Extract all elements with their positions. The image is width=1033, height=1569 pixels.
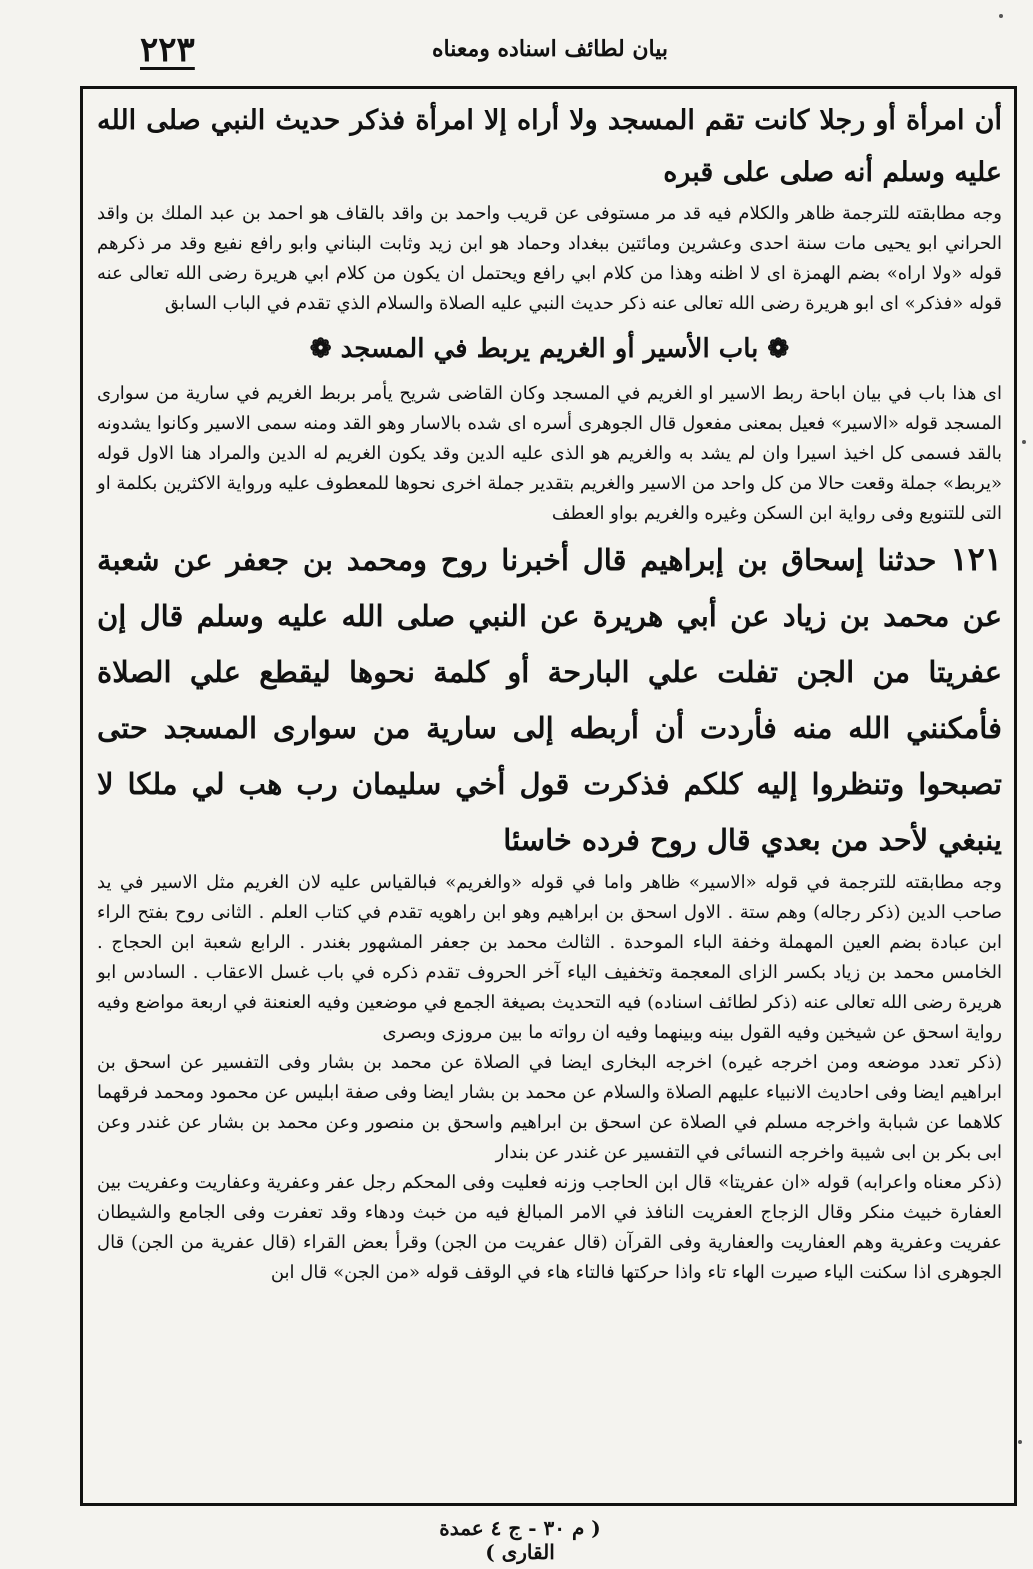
commentary-paragraph-4: (ذكر تعدد موضعه ومن اخرجه غيره) اخرجه البخارى ايضا في الصلاة عن محمد بن بشار وفى التفسير عن اسحق بن ابراهيم ايضا وفى احاديث الانبياء عليهم الصلاة والسلام عن محمد بن بشار ايضا وفى صفة ابليس عن محمود ومحمد فرقهما كلاهما عن شبابة واخرجه مسلم في الصلاة عن اسحق بن ابراهيم واسحق بن منصور وعن محمد بن بشار عن غندر وعن ابى بكر بن ابى شيبة واخرجه النسائى في التفسير عن غندر عن بندار <box>97 1052 1002 1163</box>
ornament-open: ❁ <box>758 334 790 364</box>
scan-dot <box>1022 440 1026 444</box>
page-number: ٢٢٣ <box>140 30 195 70</box>
hadith-block <box>97 531 1002 868</box>
commentary-paragraph-3: وجه مطابقته للترجمة في قوله «الاسير» ظاهر واما في قوله «والغريم» فبالقياس عليه لان الغريم مثل الاسير في يد صاحب الدين (ذكر رجاله) وهم ستة . الاول اسحق بن ابراهيم وهو ابن راهويه تقدم في كتاب العلم . الثانى روح بفتح الراء ابن عبادة بضم العين المهملة وخفة الباء الموحدة . الثالث محمد بن جعفر المشهور بغندر . الرابع شعبة ابن الحجاج . الخامس محمد بن زياد بكسر الزاى المعجمة وتخفيف الياء آخر الحروف تقدم ذكره في باب غسل الاعقاب . السادس ابو هريرة رضى الله تعالى عنه (ذكر لطائف اسناده) فيه التحديث بصيغة الجمع في موضعين وفيه العنعنة في اربعة مواضع وفيه رواية اسحق عن شيخين وفيه القول بينه وبينهما وفيه ان رواته ما بين مروزى وبصرى <box>97 872 1002 1043</box>
scan-dot <box>999 14 1003 18</box>
chapter-title: باب الأسير أو الغريم يربط في المسجد <box>340 334 759 364</box>
page-content <box>97 95 1002 1288</box>
text-frame <box>80 86 1017 1506</box>
commentary-paragraph-2: اى هذا باب في بيان اباحة ربط الاسير او الغريم في المسجد وكان القاضى شريح يأمر بربط الغريم في سارية من سوارى المسجد قوله «الاسير» فعيل بمعنى مفعول قال الجوهرى أسره اى شده بالاسار وهو القد ومنه سمى الاسير وكانوا يشدونه بالقد فسمى كل اخيذ اسيرا وان لم يشد به والغريم هو الذى عليه الدين وقد يكون الغريم له الدين والمراد هنا الاول قوله «يربط» جملة وقعت حالا من كل واحد من الاسير والغريم بتقدير جملة اخرى نحوها للمعطوف عليه ورواية الاكثرين بكلمة او التى للتنويع وفى رواية ابن السكن وغيره والغريم بواو العطف <box>97 383 1002 524</box>
scan-dot <box>1018 1440 1022 1444</box>
commentary-paragraph-1: وجه مطابقته للترجمة ظاهر والكلام فيه قد مر مستوفى عن قريب واحمد بن واقد بالقاف هو احمد بن عبد الملك بن واقد الحراني ابو يحيى مات سنة احدى وعشرين ومائتين ببغداد وحماد هو ابن زيد وثابت البناني وابو رافع نفيع وقد مر ذكرهم قوله «ولا اراه» بضم الهمزة اى لا اظنه وهذا من كلام ابي رافع ويحتمل ان يكون من كلام ابي هريرة رضى الله تعالى عنه قوله «فذكر» اى ابو هريرة رضى الله تعالى عنه ذكر حديث النبي عليه الصلاة والسلام الذي تقدم في الباب السابق <box>97 203 1002 314</box>
commentary-paragraph-5: (ذكر معناه واعرابه) قوله «ان عفريتا» قال ابن الحاجب وزنه فعليت وفى المحكم رجل عفر وعفرية وعفاريت وعفريت بين العفارة خبيث منكر وقال الزجاج العفريت النافذ في الامر المبالغ فيه من خبث ودهاء وقد تعفرت وفى الجامع والشيطان عفريت وعفرية وهم العفاريت والعفارية وفى القرآن (قال عفريت من الجن) وقرأ بعض القراء (قال عفرية من الجن) قال الجوهرى اذا سكنت الياء صيرت الهاء تاء واذا حركتها فالتاء هاء في الوقف قوله «من الجن» قال ابن <box>97 1172 1002 1283</box>
footer-signature: ( م ٣٠ - ج ٤ عمدة القارى ) <box>439 1516 601 1564</box>
hadith-number: ١٢١ <box>950 540 1002 578</box>
hadith-text: حدثنا إسحاق بن إبراهيم قال أخبرنا روح ومحمد بن جعفر عن شعبة عن محمد بن زياد عن أبي هريرة عن النبي صلى الله عليه وسلم قال إن عفريتا من الجن تفلت علي البارحة أو كلمة نحوها ليقطع علي الصلاة فأمكنني الله منه فأردت أن أربطه إلى سارية من سوارى المسجد حتى تصبحوا وتنظروا إليه كلكم فذكرت قول أخي سليمان رب هب لي ملكا لا ينبغي لأحد من بعدي قال روح فرده خاسئا <box>97 543 1002 857</box>
ornament-close: ❁ <box>309 334 341 364</box>
running-header: بيان لطائف اسناده ومعناه <box>431 36 669 62</box>
chapter-heading <box>97 319 1002 379</box>
matn-top: أن امرأة أو رجلا كانت تقم المسجد ولا أراه إلا امرأة فذكر حديث النبي صلى الله عليه وسلم أنه صلى على قبره <box>97 105 1002 188</box>
